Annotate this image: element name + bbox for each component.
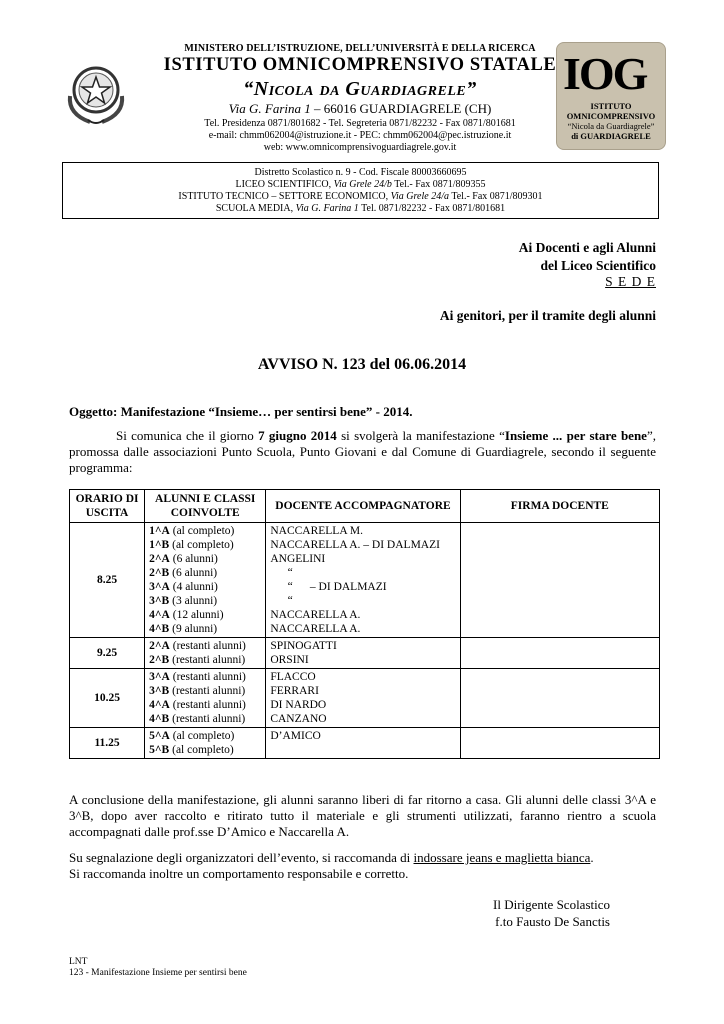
teacher-name: “ [270, 567, 293, 579]
teacher-name: SPINOGATTI [270, 640, 337, 652]
teacher-name: D’AMICO [270, 730, 321, 742]
class-note: (restanti alunni) [169, 699, 246, 711]
notice-intro [69, 428, 656, 476]
signature-cell[interactable] [460, 669, 659, 728]
recipient-line: Ai Docenti e agli Alunni [518, 240, 656, 255]
class-code: 1^A [149, 525, 170, 537]
header-orario: ORARIO DI USCITA [70, 490, 145, 523]
class-note: (9 alunni) [169, 623, 218, 635]
school-name: SCUOLA MEDIA, [215, 203, 294, 214]
class-entry [149, 566, 261, 580]
class-note: (restanti alunni) [169, 654, 246, 666]
intro-text: Si comunica che il giorno [116, 428, 259, 443]
class-code: 2^A [149, 553, 170, 565]
teachers-cell [266, 669, 460, 728]
event-date: 7 giugno 2014 [258, 428, 337, 443]
class-code: 1^B [149, 539, 170, 551]
exit-time: 8.25 [70, 523, 145, 638]
street-address: Via G. Farina 1 [228, 101, 311, 116]
class-note: (restanti alunni) [169, 713, 246, 725]
class-entry [149, 712, 261, 726]
class-entry [149, 729, 261, 743]
class-code: 4^B [149, 713, 170, 725]
phone-numbers: Tel. Presidenza 0871/801682 - Tel. Segreteria 0871/82232 - Fax 0871/801681 [204, 118, 516, 129]
teacher-name: DI NARDO [270, 699, 327, 711]
institute-dedication: “Nicola da Guardiagrele” [243, 78, 477, 100]
teacher-name: ORSINI [270, 654, 309, 666]
class-note: (12 alunni) [169, 609, 224, 621]
dress-code-highlight: indossare jeans e maglietta bianca [413, 850, 591, 865]
table-row [70, 523, 660, 638]
class-note: (6 alunni) [169, 553, 218, 565]
class-code: 3^A [149, 671, 170, 683]
school-phone: Tel.- Fax 0871/809355 [394, 179, 486, 190]
notice-title: AVVISO N. 123 del 06.06.2014 [257, 356, 467, 373]
class-note: (restanti alunni) [169, 640, 246, 652]
class-code: 2^B [149, 567, 170, 579]
teacher-name: NACCARELLA A. [270, 609, 361, 621]
header-firma: FIRMA DOCENTE [460, 490, 659, 523]
district-line [63, 203, 658, 215]
city-address: – 66016 GUARDIAGRELE (CH) [314, 101, 492, 116]
class-code: 2^A [149, 640, 170, 652]
teacher-name: CANZANO [270, 713, 327, 725]
school-address: Via G. Farina 1 [295, 203, 359, 214]
class-entry [149, 552, 261, 566]
class-entry [149, 684, 261, 698]
institute-address [120, 101, 600, 117]
class-code: 3^B [149, 595, 170, 607]
email-addresses: e-mail: chmm062004@istruzione.it - PEC: chmm062004@pec.istruzione.it [208, 130, 512, 141]
dress-code-text: . [590, 850, 594, 865]
class-note: (al completo) [169, 525, 235, 537]
teacher-name: FLACCO [270, 671, 316, 683]
signature-cell[interactable] [460, 638, 659, 669]
footer-reference: 123 - Manifestazione Insieme per sentirsi bene [69, 968, 247, 978]
class-entry [149, 670, 261, 684]
class-entry [149, 653, 261, 667]
class-code: 3^A [149, 581, 170, 593]
recipient-location [605, 274, 656, 290]
school-logo [556, 42, 666, 150]
school-address: Via Grele 24/a [390, 191, 449, 202]
schedule-body [70, 523, 660, 759]
class-note: (al completo) [169, 744, 234, 756]
dress-code-paragraph [69, 850, 656, 866]
school-name: LICEO SCIENTIFICO, [235, 179, 332, 190]
notice-subject: Oggetto: Manifestazione “Insieme… per sentirsi bene” - 2014. [69, 404, 413, 419]
teacher-name: NACCARELLA A. – DI DALMAZI [270, 539, 440, 551]
class-entry [149, 639, 261, 653]
class-note: (restanti alunni) [169, 671, 246, 683]
class-code: 3^B [149, 685, 170, 697]
class-entry [149, 538, 261, 552]
class-entry [149, 524, 261, 538]
intro-text: si svolgerà la manifestazione “ [336, 428, 505, 443]
class-note: (al completo) [169, 730, 235, 742]
class-note: (al completo) [169, 539, 234, 551]
schedule-table [69, 489, 660, 759]
class-entry [149, 622, 261, 636]
logo-line: “Nicola da Guardiagrele” [567, 121, 655, 131]
signature-cell[interactable] [460, 523, 659, 638]
header-alunni: ALUNNI E CLASSI COINVOLTE [145, 490, 266, 523]
header-docente: DOCENTE ACCOMPAGNATORE [266, 490, 460, 523]
logo-mark: IOG [563, 48, 647, 99]
table-row [70, 669, 660, 728]
class-entry [149, 594, 261, 608]
table-header-row [70, 490, 660, 523]
teacher-name: NACCARELLA A. [270, 623, 361, 635]
teacher-name: ANGELINI [270, 553, 326, 565]
intro-text: ”, promossa dalle associazioni Punto Scuola, Punto Giovani e dal Comune di Guardiagrele, secondo il seguente programma: [69, 428, 656, 475]
teachers-cell [266, 638, 460, 669]
footer-code: LNT [69, 957, 88, 967]
class-entry [149, 608, 261, 622]
school-name: ISTITUTO TECNICO – SETTORE ECONOMICO, [178, 191, 389, 202]
exit-time: 10.25 [70, 669, 145, 728]
class-note: (3 alunni) [169, 595, 218, 607]
table-row [70, 638, 660, 669]
class-note: (4 alunni) [169, 581, 218, 593]
institute-name: ISTITUTO OMNICOMPRENSIVO STATALE [163, 55, 557, 75]
teacher-name: FERRARI [270, 685, 319, 697]
class-code: 5^B [149, 744, 170, 756]
exit-time: 11.25 [70, 728, 145, 759]
school-phone: Tel.- Fax 0871/809301 [451, 191, 543, 202]
district-info-box [62, 162, 659, 219]
teacher-name: NACCARELLA M. [270, 525, 363, 537]
classes-cell [145, 638, 266, 669]
classes-cell [145, 728, 266, 759]
exit-time: 9.25 [70, 638, 145, 669]
class-code: 4^B [149, 623, 170, 635]
dress-code-text: Su segnalazione degli organizzatori dell’evento, si raccomanda di [69, 850, 414, 865]
district-line [63, 191, 658, 203]
class-code: 4^A [149, 609, 170, 621]
classes-cell [145, 669, 266, 728]
class-code: 5^A [149, 730, 170, 742]
signature-role: Il Dirigente Scolastico [493, 897, 610, 912]
behaviour-paragraph: Si raccomanda inoltre un comportamento responsabile e corretto. [69, 866, 409, 881]
class-entry [149, 580, 261, 594]
recipient-line: del Liceo Scientifico [540, 258, 656, 273]
logo-line: OMNICOMPRENSIVO [566, 111, 656, 121]
district-line [63, 179, 658, 191]
teachers-cell [266, 523, 460, 638]
recipient-parents: Ai genitori, per il tramite degli alunni [439, 308, 656, 323]
class-code: 4^A [149, 699, 170, 711]
logo-line: di GUARDIAGRELE [571, 131, 651, 141]
closing-paragraph: A conclusione della manifestazione, gli alunni saranno liberi di far ritorno a casa. Gli alunni delle classi 3^A e 3^B, dopo aver raccolto e ritirato tutto il materiale e gli strumenti utilizzati, faranno rientro a scuola accompagnati dalle prof.sse D’Amico e Naccarella A. [69, 792, 656, 839]
table-row [70, 728, 660, 759]
logo-line: ISTITUTO [590, 101, 632, 111]
school-address: Via Grele 24/b [333, 179, 392, 190]
event-name: Insieme ... per stare bene [504, 428, 647, 443]
class-entry [149, 698, 261, 712]
class-note: (restanti alunni) [169, 685, 246, 697]
recipient-sede: S E D E [605, 274, 656, 289]
teacher-name: “ [270, 595, 293, 607]
classes-cell [145, 523, 266, 638]
signature-name: f.to Fausto De Sanctis [495, 914, 610, 929]
class-entry [149, 743, 261, 757]
school-phone: Tel. 0871/82232 - Fax 0871/801681 [361, 203, 506, 214]
district-line: Distretto Scolastico n. 9 - Cod. Fiscale 80003660695 [254, 167, 467, 178]
signature-cell[interactable] [460, 728, 659, 759]
teachers-cell [266, 728, 460, 759]
ministry-name: MINISTERO DELL’ISTRUZIONE, DELL’UNIVERSITÀ E DELLA RICERCA [184, 43, 536, 54]
website: web: www.omnicomprensivoguardiagrele.gov.it [263, 142, 457, 153]
class-code: 2^B [149, 654, 170, 666]
teacher-name: “ – DI DALMAZI [270, 581, 387, 593]
class-note: (6 alunni) [169, 567, 218, 579]
